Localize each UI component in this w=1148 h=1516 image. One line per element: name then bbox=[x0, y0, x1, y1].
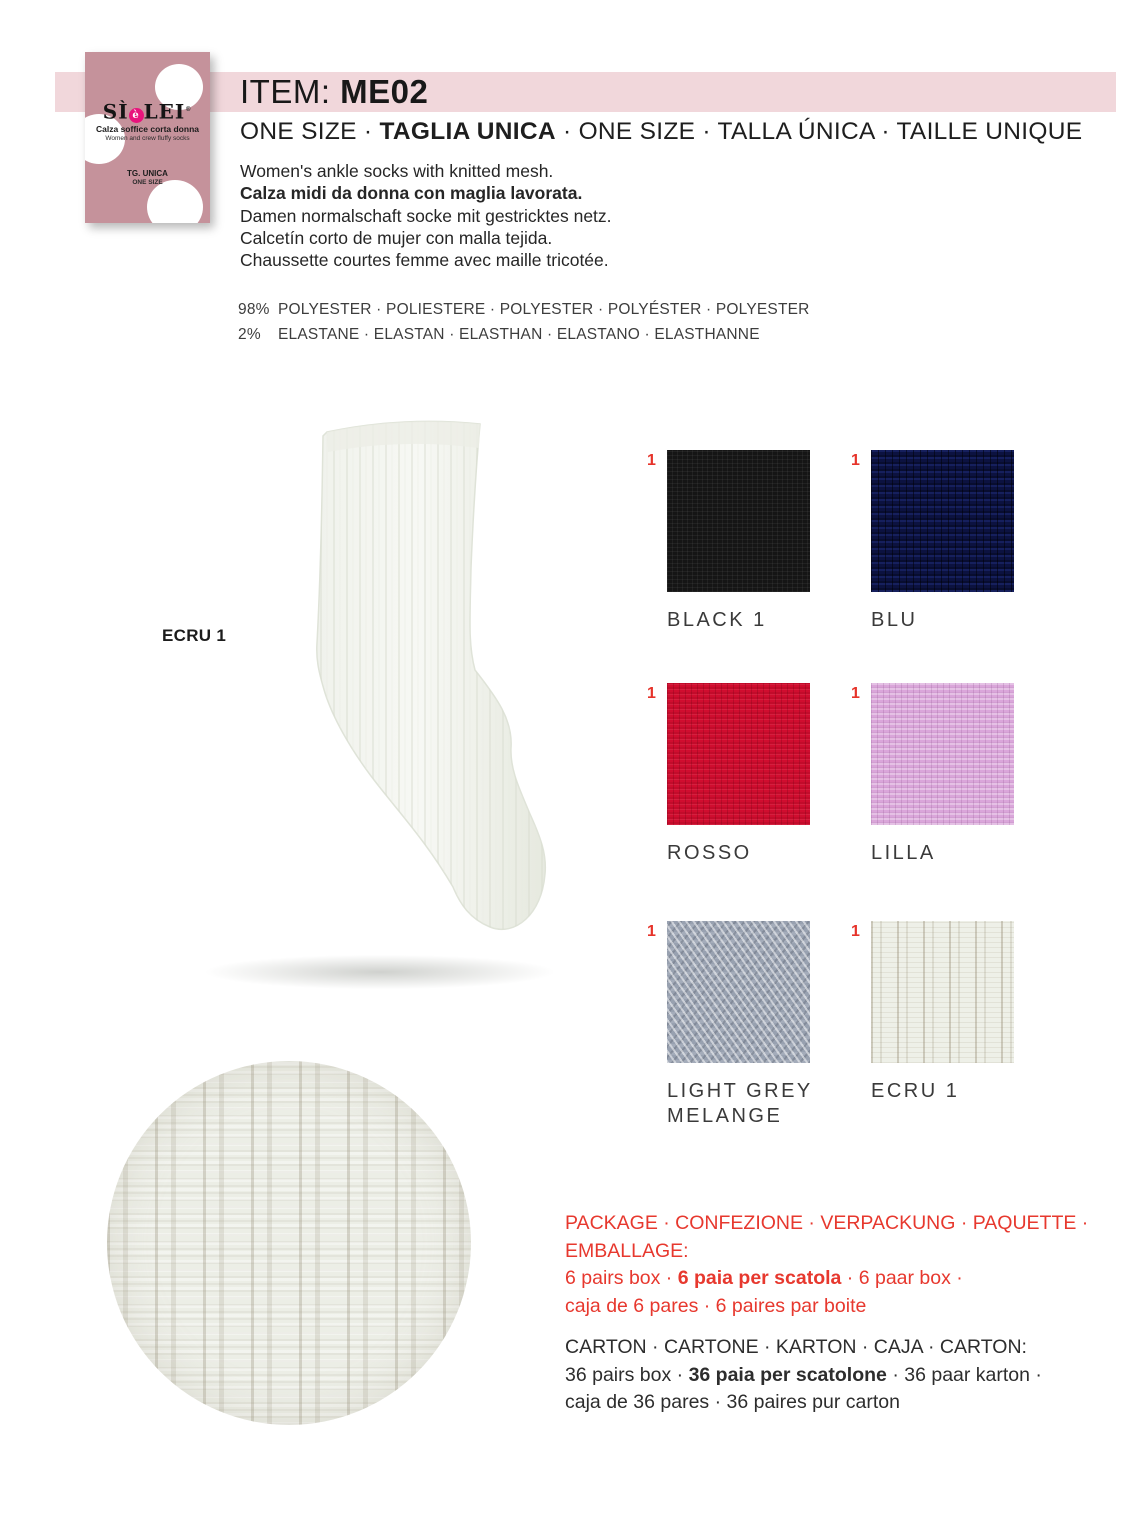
swatch-chip-rosso bbox=[667, 683, 810, 825]
carton-line1-post: · 36 paar karton · bbox=[886, 1363, 1042, 1386]
sock-photo bbox=[175, 408, 575, 1008]
size-line bbox=[240, 118, 1082, 146]
description-fr: Chaussette courtes femme avec maille tricotée. bbox=[240, 250, 609, 271]
composition-text-2: ELASTANE · ELASTAN · ELASTHAN · ELASTANO · ELASTHANNE bbox=[278, 325, 760, 343]
composition-pct-1: 98% bbox=[238, 301, 270, 318]
card-tagline-english: Women and crew fluffy socks bbox=[105, 135, 190, 142]
swatch-qty: 1 bbox=[851, 685, 860, 702]
brand-logo bbox=[85, 100, 210, 123]
shown-color-label: ECRU 1 bbox=[162, 626, 227, 645]
swatch-chip-lilla bbox=[871, 683, 1014, 825]
description-it: Calza midi da donna con maglia lavorata. bbox=[240, 183, 583, 204]
swatch-qty: 1 bbox=[647, 685, 656, 702]
composition-pct-2: 2% bbox=[238, 325, 261, 343]
packaging-line1-pre: 6 pairs box · bbox=[565, 1267, 678, 1290]
swatch-chip-black-1 bbox=[667, 450, 810, 592]
swatch-label: BLU bbox=[871, 609, 918, 631]
swatch-label: BLACK 1 bbox=[667, 609, 767, 631]
carton-line1-pre: 36 pairs box · bbox=[565, 1363, 689, 1386]
description-es: Calcetín corto de mujer con malla tejida. bbox=[240, 227, 553, 248]
packaging-info bbox=[565, 1210, 1113, 1320]
card-size-english: ONE SIZE bbox=[132, 179, 163, 186]
swatch-qty: 1 bbox=[851, 923, 860, 940]
card-decor-circle bbox=[147, 180, 203, 223]
packaging-line-2: caja de 6 pares · 6 paires par boite bbox=[565, 1294, 867, 1317]
size-line-post: · ONE SIZE · TALLA ÚNICA · TAILLE UNIQUE bbox=[555, 118, 1083, 145]
swatch-qty: 1 bbox=[647, 923, 656, 940]
composition-text-1: POLYESTER · POLIESTERE · POLYESTER · POLYÉSTER · POLYESTER bbox=[278, 301, 810, 318]
brand-logo-post: LEI bbox=[143, 99, 186, 124]
packaging-title: PACKAGE · CONFEZIONE · VERPACKUNG · PAQUETTE · EMBALLAGE: bbox=[565, 1212, 1089, 1262]
brand-logo-dot-icon: è bbox=[129, 108, 144, 123]
packaging-line1-post: · 6 paar box · bbox=[841, 1267, 963, 1290]
composition bbox=[238, 298, 810, 347]
swatch-label: ECRU 1 bbox=[871, 1080, 960, 1102]
packaging-line1-bold: 6 paia per scatola bbox=[677, 1267, 842, 1290]
product-description bbox=[240, 160, 612, 271]
carton-title: CARTON · CARTONE · KARTON · CAJA · CARTON: bbox=[565, 1336, 1027, 1358]
page-title bbox=[240, 72, 428, 112]
swatch-chip-light-grey-melange bbox=[667, 921, 810, 1063]
swatch-label: LIGHT GREY MELANGE bbox=[667, 1080, 813, 1127]
description-en: Women's ankle socks with knitted mesh. bbox=[240, 161, 554, 181]
item-code: ME02 bbox=[340, 73, 429, 110]
swatch-chip-ecru-1 bbox=[871, 921, 1014, 1063]
swatch-qty: 1 bbox=[647, 452, 656, 469]
header-band bbox=[55, 72, 1116, 112]
carton-line-2: caja de 36 pares · 36 paires pur carton bbox=[565, 1391, 900, 1414]
composition-line-2 bbox=[238, 323, 810, 348]
card-size-italian: TG. UNICA bbox=[127, 169, 168, 178]
composition-line-1 bbox=[238, 298, 810, 323]
carton-line-1 bbox=[565, 1362, 1113, 1390]
swatch-label: ROSSO bbox=[667, 842, 752, 864]
packaging-line-1 bbox=[565, 1265, 1113, 1293]
size-line-bold: TAGLIA UNICA bbox=[379, 118, 556, 145]
item-label: ITEM: bbox=[240, 73, 331, 110]
swatch-qty: 1 bbox=[851, 452, 860, 469]
card-tagline-italian: Calza soffice corta donna bbox=[96, 124, 199, 134]
description-de: Damen normalschaft socke mit gestricktes netz. bbox=[240, 205, 612, 226]
swatch-chip-blu bbox=[871, 450, 1014, 592]
carton-info bbox=[565, 1334, 1113, 1417]
brand-card bbox=[85, 52, 210, 223]
brand-logo-pre: SÌ bbox=[102, 99, 129, 124]
registered-mark: ® bbox=[185, 106, 193, 113]
carton-line1-bold: 36 paia per scatolone bbox=[688, 1363, 887, 1386]
size-line-pre: ONE SIZE · bbox=[240, 118, 380, 145]
knit-detail-photo bbox=[107, 1061, 471, 1425]
swatch-label: LILLA bbox=[871, 842, 936, 864]
